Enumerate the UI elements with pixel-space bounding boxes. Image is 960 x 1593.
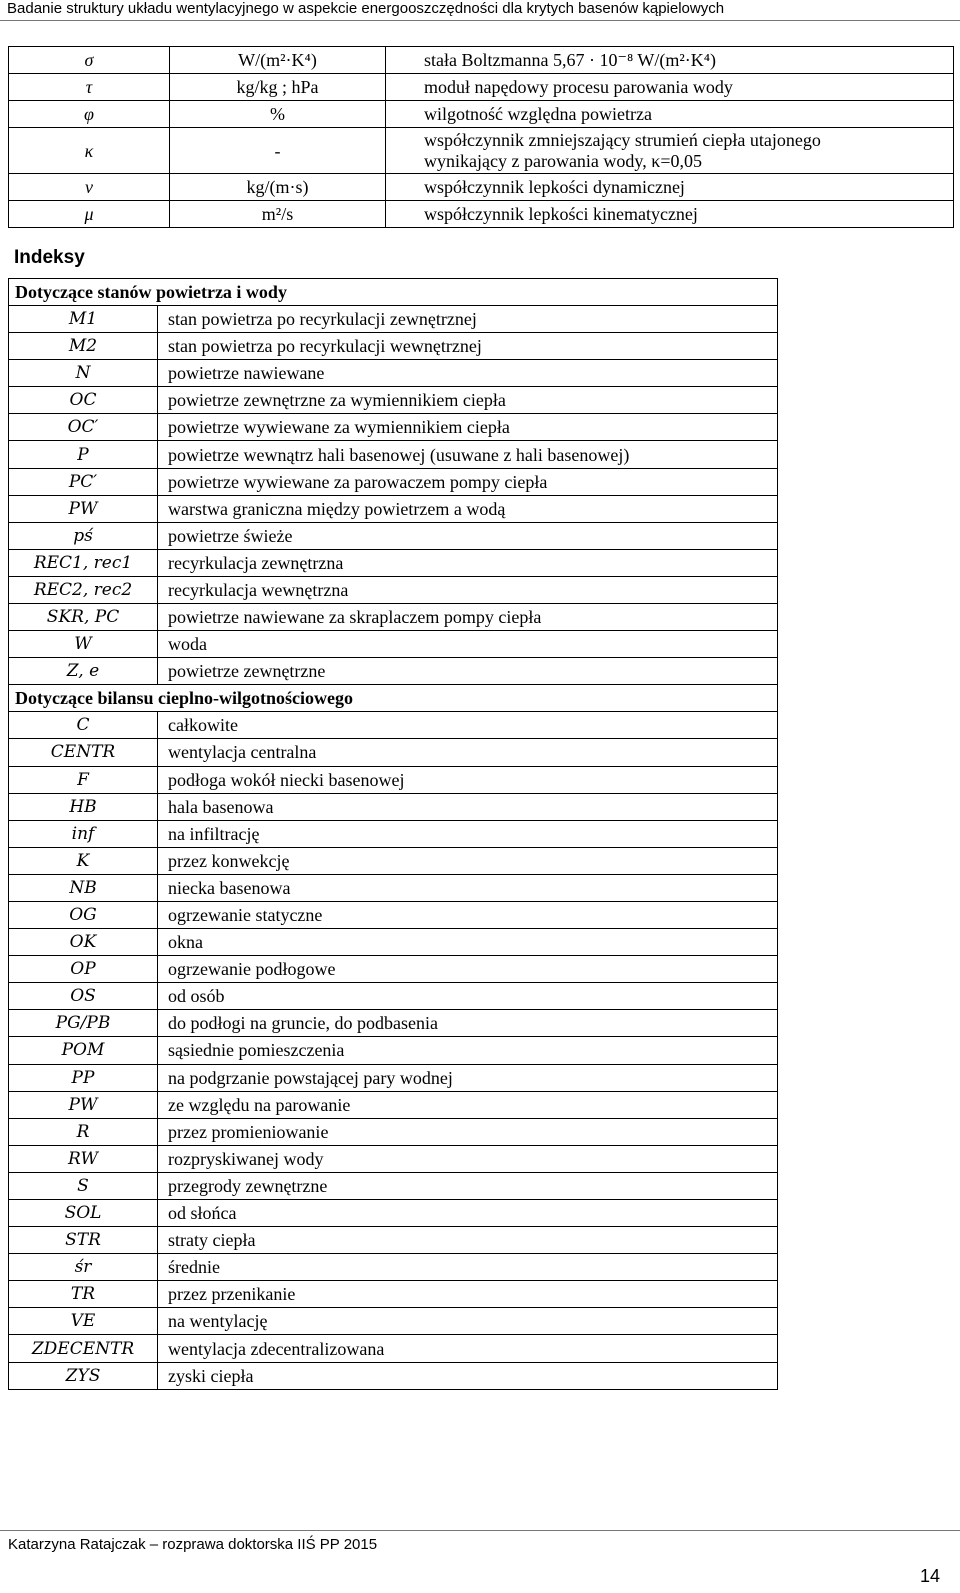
index-description: straty ciepła xyxy=(158,1227,778,1254)
index-row xyxy=(9,1200,778,1227)
index-description: od słońca xyxy=(158,1200,778,1227)
index-description: powietrze wewnątrz hali basenowej (usuwane z hali basenowej) xyxy=(158,441,778,468)
description-line: współczynnik zmniejszający strumień ciepła utajonego xyxy=(424,129,821,150)
index-description: stan powietrza po recyrkulacji zewnętrznej xyxy=(158,306,778,333)
section-heading: Dotyczące stanów powietrza i wody xyxy=(9,279,778,306)
index-row xyxy=(9,820,778,847)
index-description: powietrze zewnętrzne xyxy=(158,658,778,685)
index-description: na podgrzanie powstającej pary wodnej xyxy=(158,1064,778,1091)
index-code: HB xyxy=(9,793,158,820)
indeksy-heading: Indeksy xyxy=(14,247,85,268)
index-description: powietrze świeże xyxy=(158,522,778,549)
section-heading: Dotyczące bilansu cieplno-wilgotnościowego xyxy=(9,685,778,712)
index-code: VE xyxy=(9,1308,158,1335)
index-row xyxy=(9,956,778,983)
index-description: recyrkulacja zewnętrzna xyxy=(158,549,778,576)
unit-cell: - xyxy=(170,128,386,174)
index-description: całkowite xyxy=(158,712,778,739)
index-code: pś xyxy=(9,522,158,549)
index-description: ogrzewanie statyczne xyxy=(158,901,778,928)
index-code: R xyxy=(9,1118,158,1145)
index-code: CENTR xyxy=(9,739,158,766)
index-description: ze względu na parowanie xyxy=(158,1091,778,1118)
index-row xyxy=(9,631,778,658)
index-code: SOL xyxy=(9,1200,158,1227)
indices-table xyxy=(8,278,778,1390)
index-row xyxy=(9,739,778,766)
index-description: sąsiednie pomieszczenia xyxy=(158,1037,778,1064)
symbol-row xyxy=(9,128,954,174)
index-row xyxy=(9,441,778,468)
unit-cell: kg/(m·s) xyxy=(170,174,386,201)
index-code: OK xyxy=(9,929,158,956)
index-description: warstwa graniczna między powietrzem a wodą xyxy=(158,495,778,522)
index-code: C xyxy=(9,712,158,739)
description-cell: wilgotność względna powietrza xyxy=(386,101,954,128)
symbol-cell: σ xyxy=(9,47,170,74)
index-description: podłoga wokół niecki basenowej xyxy=(158,766,778,793)
description-line: wynikający z parowania wody, κ=0,05 xyxy=(424,150,702,171)
index-code: Z, e xyxy=(9,658,158,685)
index-description: od osób xyxy=(158,983,778,1010)
index-row xyxy=(9,766,778,793)
index-code: K xyxy=(9,847,158,874)
symbol-row xyxy=(9,174,954,201)
index-description: wentylacja centralna xyxy=(158,739,778,766)
index-code: STR xyxy=(9,1227,158,1254)
index-row xyxy=(9,1227,778,1254)
index-description: powietrze wywiewane za wymiennikiem ciepła xyxy=(158,414,778,441)
index-description: recyrkulacja wewnętrzna xyxy=(158,576,778,603)
index-row xyxy=(9,604,778,631)
description-cell: współczynnik lepkości kinematycznej xyxy=(386,201,954,228)
index-row xyxy=(9,983,778,1010)
index-row xyxy=(9,1145,778,1172)
index-description: woda xyxy=(158,631,778,658)
index-description: rozpryskiwanej wody xyxy=(158,1145,778,1172)
index-code: OG xyxy=(9,901,158,928)
index-row xyxy=(9,1308,778,1335)
index-row xyxy=(9,929,778,956)
index-description: wentylacja zdecentralizowana xyxy=(158,1335,778,1362)
index-description: średnie xyxy=(158,1254,778,1281)
index-row xyxy=(9,1064,778,1091)
index-row xyxy=(9,1118,778,1145)
index-code: NB xyxy=(9,874,158,901)
index-code: OC′ xyxy=(9,414,158,441)
symbols-table xyxy=(8,46,954,228)
index-row xyxy=(9,1172,778,1199)
unit-cell: % xyxy=(170,101,386,128)
index-row xyxy=(9,1281,778,1308)
index-description: przez przenikanie xyxy=(158,1281,778,1308)
index-row xyxy=(9,306,778,333)
index-code: SKR, PC xyxy=(9,604,158,631)
index-row xyxy=(9,901,778,928)
index-row xyxy=(9,1362,778,1389)
index-description: powietrze zewnętrzne za wymiennikiem ciepła xyxy=(158,387,778,414)
unit-cell: W/(m²·K⁴) xyxy=(170,47,386,74)
index-description: przez promieniowanie xyxy=(158,1118,778,1145)
index-code: TR xyxy=(9,1281,158,1308)
index-code: PW xyxy=(9,495,158,522)
index-code: S xyxy=(9,1172,158,1199)
index-row xyxy=(9,1037,778,1064)
index-description: ogrzewanie podłogowe xyxy=(158,956,778,983)
index-row xyxy=(9,360,778,387)
index-row xyxy=(9,1254,778,1281)
symbol-cell: ν xyxy=(9,174,170,201)
symbol-cell: τ xyxy=(9,74,170,101)
symbol-row xyxy=(9,201,954,228)
index-code: PC′ xyxy=(9,468,158,495)
page-number: 14 xyxy=(920,1566,941,1586)
index-description: zyski ciepła xyxy=(158,1362,778,1389)
index-code: OP xyxy=(9,956,158,983)
index-description: hala basenowa xyxy=(158,793,778,820)
index-row xyxy=(9,576,778,603)
index-code: POM xyxy=(9,1037,158,1064)
index-row xyxy=(9,712,778,739)
symbol-cell: φ xyxy=(9,101,170,128)
unit-cell: kg/kg ; hPa xyxy=(170,74,386,101)
index-row xyxy=(9,495,778,522)
index-code: PP xyxy=(9,1064,158,1091)
symbol-cell: κ xyxy=(9,128,170,174)
index-code: W xyxy=(9,631,158,658)
unit-cell: m²/s xyxy=(170,201,386,228)
index-description: na infiltrację xyxy=(158,820,778,847)
footer-author: Katarzyna Ratajczak – rozprawa doktorska IIŚ PP 2015 xyxy=(8,1536,378,1553)
index-description: powietrze nawiewane za skraplaczem pompy ciepła xyxy=(158,604,778,631)
index-row xyxy=(9,847,778,874)
index-row xyxy=(9,333,778,360)
index-description: na wentylację xyxy=(158,1308,778,1335)
index-code: N xyxy=(9,360,158,387)
index-row xyxy=(9,468,778,495)
index-description: stan powietrza po recyrkulacji wewnętrznej xyxy=(158,333,778,360)
index-code: OS xyxy=(9,983,158,1010)
index-code: M2 xyxy=(9,333,158,360)
header-divider xyxy=(0,20,960,21)
index-code: REC1, rec1 xyxy=(9,549,158,576)
index-description: przez konwekcję xyxy=(158,847,778,874)
index-code: M1 xyxy=(9,306,158,333)
index-code: F xyxy=(9,766,158,793)
index-code: OC xyxy=(9,387,158,414)
index-row xyxy=(9,1010,778,1037)
index-description: przegrody zewnętrzne xyxy=(158,1172,778,1199)
index-row xyxy=(9,414,778,441)
index-code: śr xyxy=(9,1254,158,1281)
index-description: okna xyxy=(158,929,778,956)
index-code: REC2, rec2 xyxy=(9,576,158,603)
index-row xyxy=(9,658,778,685)
index-row xyxy=(9,874,778,901)
index-code: ZDECENTR xyxy=(9,1335,158,1362)
index-code: P xyxy=(9,441,158,468)
index-row xyxy=(9,522,778,549)
description-cell: współczynnik lepkości dynamicznej xyxy=(386,174,954,201)
index-code: ZYS xyxy=(9,1362,158,1389)
index-row xyxy=(9,1335,778,1362)
index-row xyxy=(9,793,778,820)
index-description: niecka basenowa xyxy=(158,874,778,901)
section-heading-row xyxy=(9,685,778,712)
index-row xyxy=(9,1091,778,1118)
symbol-row xyxy=(9,47,954,74)
section-heading-row xyxy=(9,279,778,306)
description-cell xyxy=(386,128,954,174)
description-cell: moduł napędowy procesu parowania wody xyxy=(386,74,954,101)
footer-divider xyxy=(0,1530,960,1531)
index-row xyxy=(9,549,778,576)
index-description: do podłogi na gruncie, do podbasenia xyxy=(158,1010,778,1037)
symbol-row xyxy=(9,74,954,101)
symbol-cell: μ xyxy=(9,201,170,228)
index-description: powietrze nawiewane xyxy=(158,360,778,387)
symbol-row xyxy=(9,101,954,128)
index-code: RW xyxy=(9,1145,158,1172)
index-code: inf xyxy=(9,820,158,847)
index-code: PG/PB xyxy=(9,1010,158,1037)
index-row xyxy=(9,387,778,414)
index-description: powietrze wywiewane za parowaczem pompy ciepła xyxy=(158,468,778,495)
index-code: PW xyxy=(9,1091,158,1118)
page-header: Badanie struktury układu wentylacyjnego w aspekcie energooszczędności dla krytych basenów kąpielowych xyxy=(7,0,725,17)
description-cell: stała Boltzmanna 5,67 · 10⁻⁸ W/(m²·K⁴) xyxy=(386,47,954,74)
